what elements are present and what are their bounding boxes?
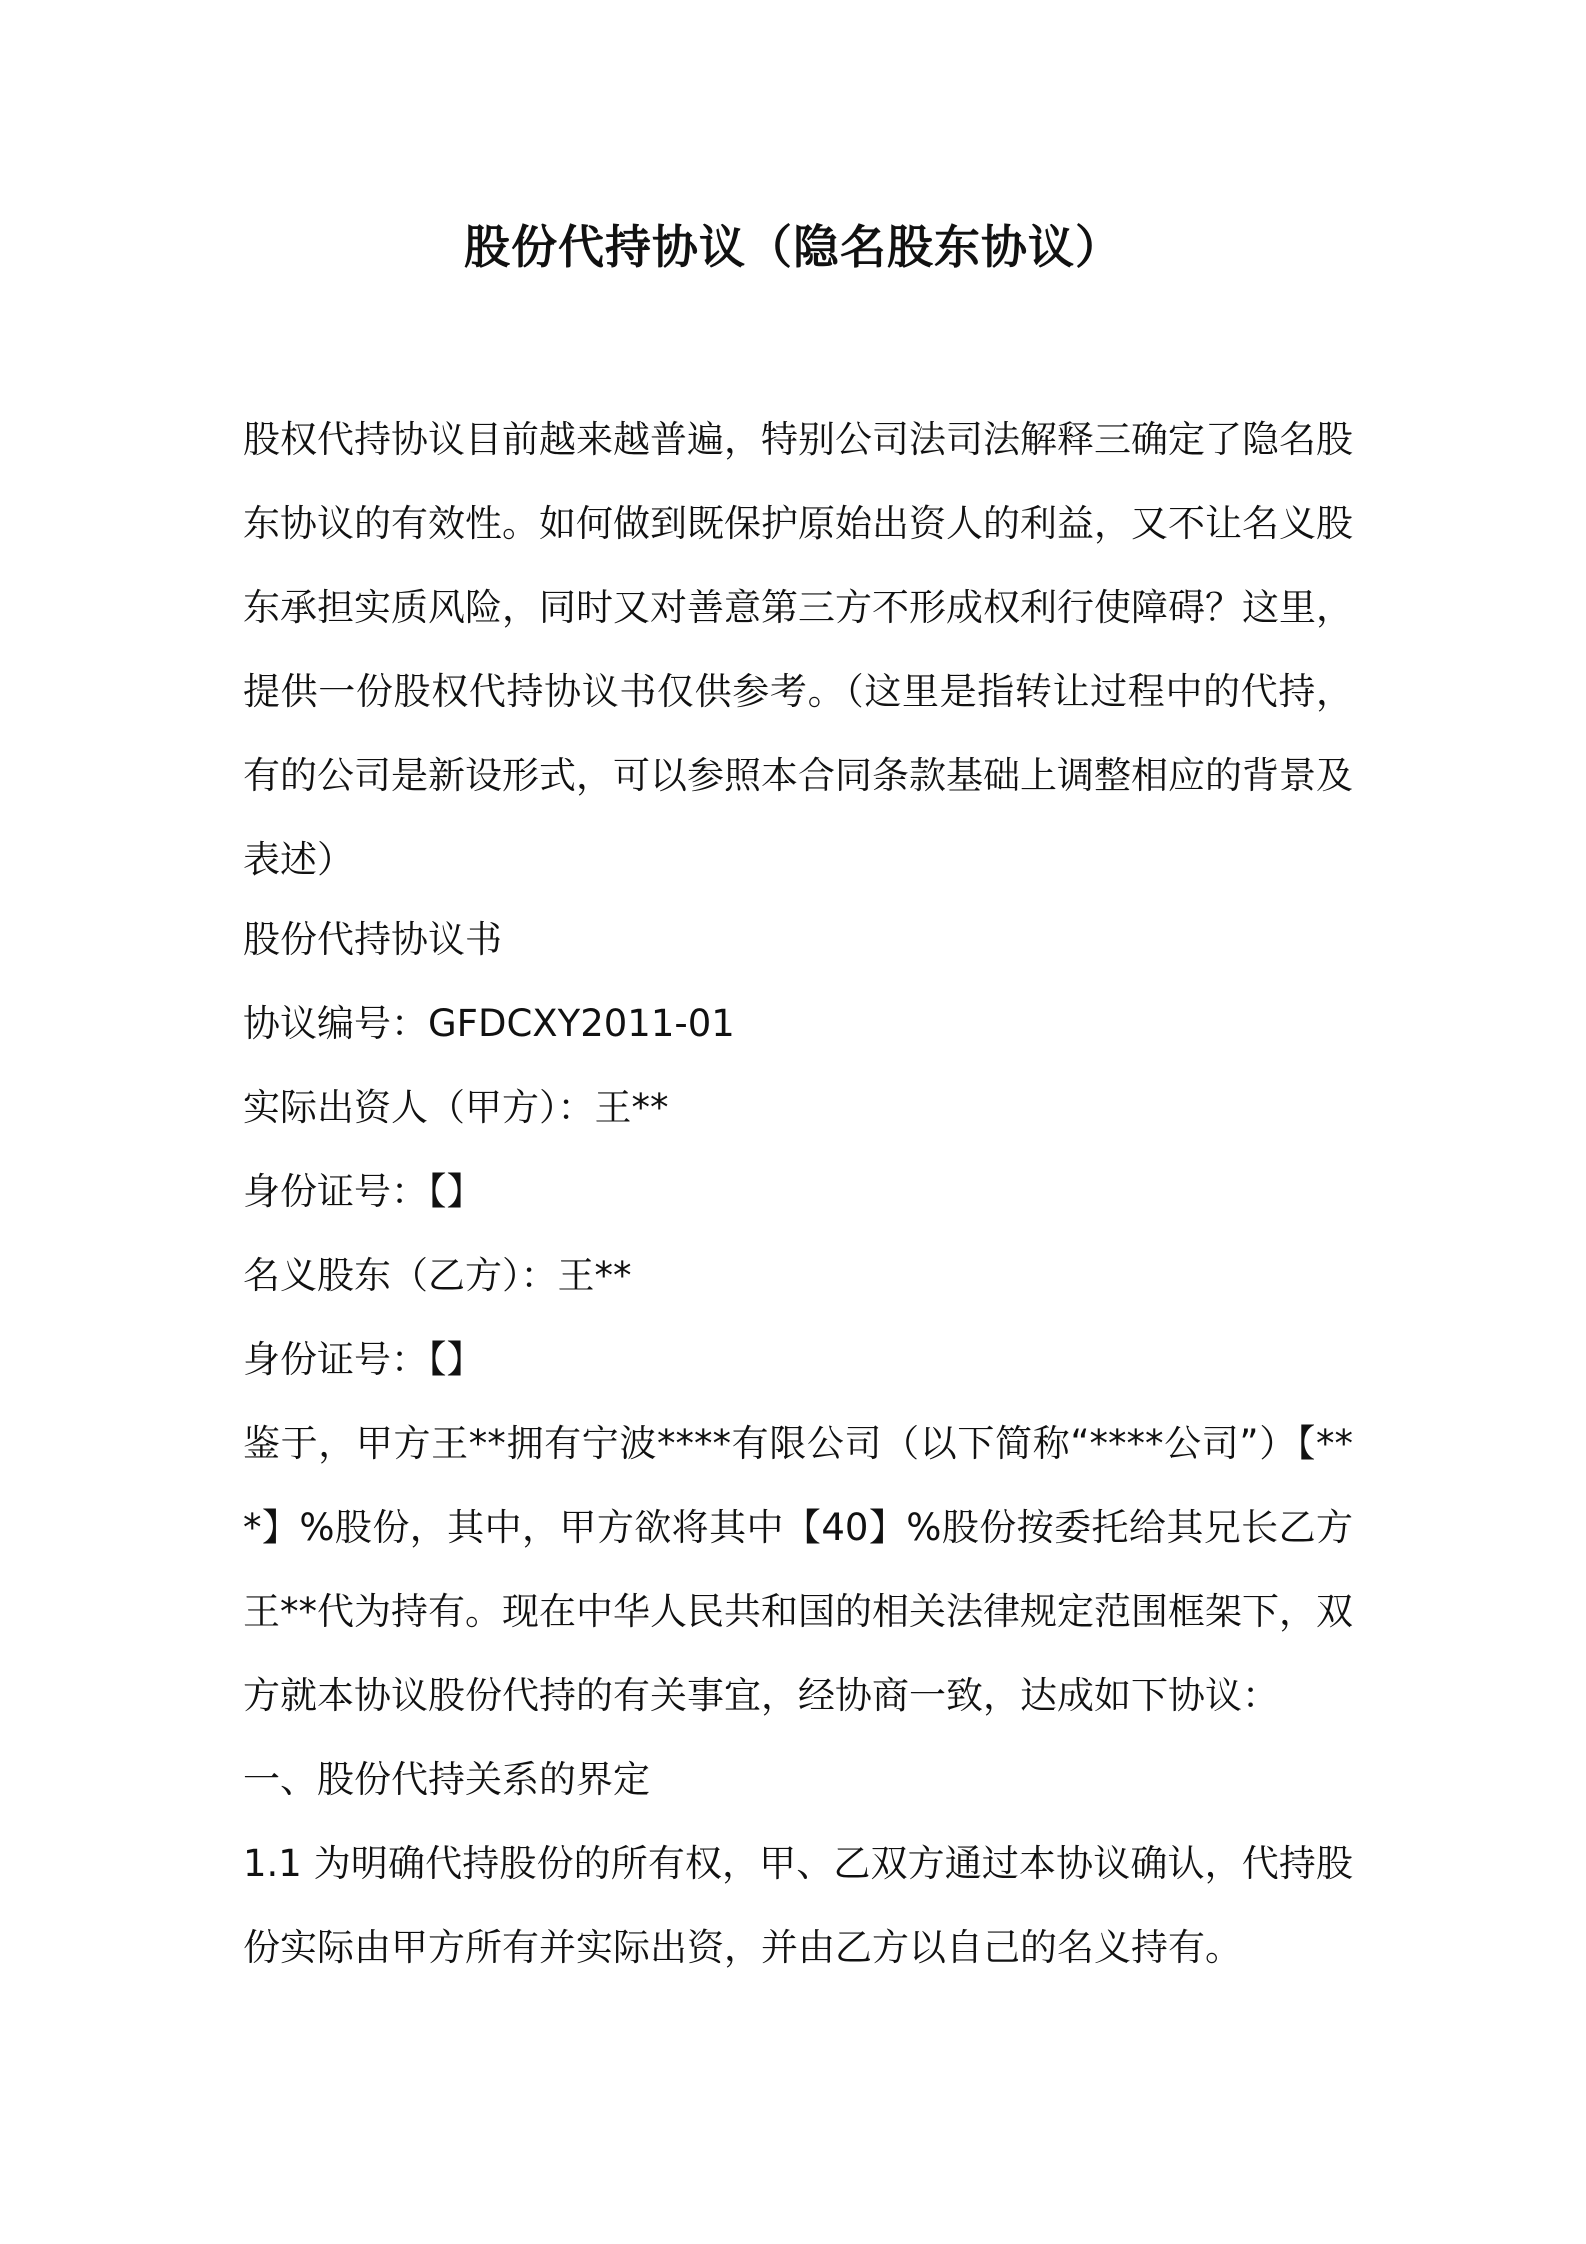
- agreement-number: 协议编号：GFDCXY2011-01: [243, 1002, 735, 1045]
- intro-text: 股权代持协议目前越来越普遍，特别公司法司法解释三确定了隐名股东协议的有效性。如何做到既保护原始出资人的利益，又不让名义股东承担实质风险，同时又对善意第三方不形成权利行使障碍？这里，提供一份股权代持协议书仅供参考。（这里是指转让过程中的代持，有的公司是新设形式，可以参照本合同条款基础上调整相应的背景及表述）: [243, 418, 1353, 881]
- agreement-name: 股份代持协议书: [243, 918, 502, 961]
- section-1-heading: 一、股份代持关系的界定: [243, 1758, 650, 1801]
- clause-1-1-text: 1.1 为明确代持股份的所有权，甲、乙双方通过本协议确认，代持股份实际由甲方所有并实际出资，并由乙方以自己的名义持有。: [243, 1842, 1353, 1969]
- clause-1-1-paragraph: [243, 1822, 1353, 1990]
- document-title: 股份代持协议（隐名股东协议）: [464, 220, 1122, 274]
- recital-paragraph: [243, 1402, 1353, 1738]
- party-b-id: 身份证号：【】: [243, 1338, 484, 1381]
- party-a-id: 身份证号：【】: [243, 1170, 484, 1213]
- party-a: 实际出资人（甲方）：王**: [243, 1086, 669, 1129]
- recital-text: 鉴于，甲方王**拥有宁波****有限公司（以下简称“****公司”）【***】%股份，其中，甲方欲将其中【40】%股份按委托给其兄长乙方王**代为持有。现在中华人民共和国的相关法律规定范围框架下，双方就本协议股份代持的有关事宜，经协商一致，达成如下协议：: [243, 1422, 1353, 1717]
- party-b: 名义股东（乙方）：王**: [243, 1254, 632, 1297]
- intro-paragraph: [243, 398, 1353, 902]
